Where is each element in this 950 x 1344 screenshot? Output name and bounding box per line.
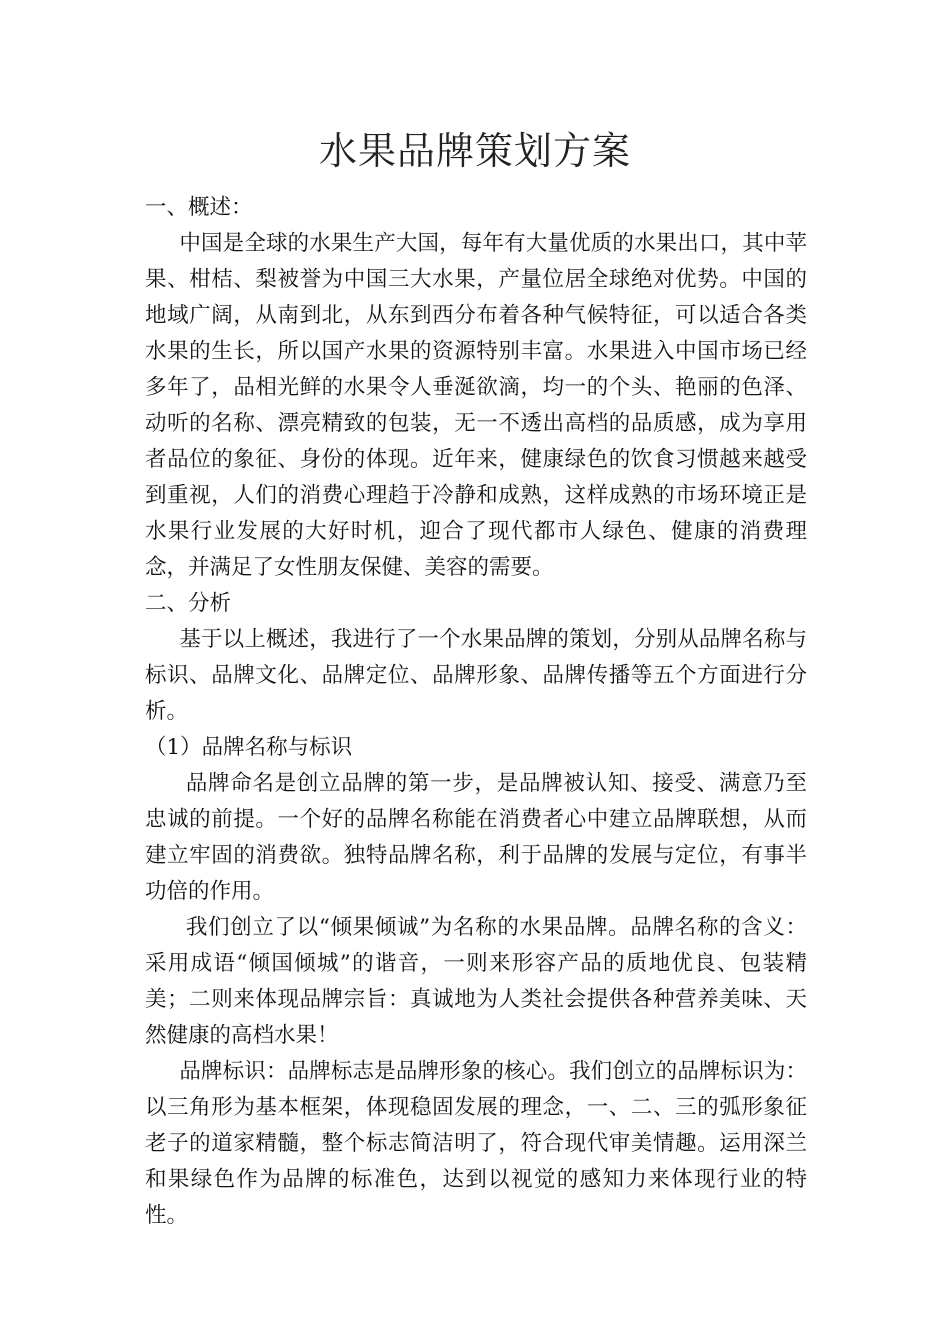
brand-name-paragraph-1: 品牌命名是创立品牌的第一步，是品牌被认知、接受、满意乃至忠诚的前提。一个好的品牌名称能在消费者心中建立品牌联想，从而建立牢固的消费欲。独特品牌名称，利于品牌的发展与定位，有事半功倍的作用。	[145, 771, 807, 904]
overview-paragraph: 中国是全球的水果生产大国，每年有大量优质的水果出口，其中苹果、柑桔、梨被誉为中国三大水果，产量位居全球绝对优势。中国的地域广阔，从南到北，从东到西分布着各种气候特征，可以适合各类水果的生长，所以国产水果的资源特别丰富。水果进入中国市场已经多年了，品相光鲜的水果令人垂涎欲滴，均一的个头、艳丽的色泽、动听的名称、漂亮精致的包装，无一不透出高档的品质感，成为享用者品位的象征、身份的体现。近年来，健康绿色的饮食习惯越来越受到重视，人们的消费心理趋于冷静和成熟，这样成熟的市场环境正是水果行业发展的大好时机，迎合了现代都市人绿色、健康的消费理念，并满足了女性朋友保健、美容的需要。	[145, 231, 807, 580]
analysis-paragraph: 基于以上概述，我进行了一个水果品牌的策划，分别从品牌名称与标识、品牌文化、品牌定位、品牌形象、品牌传播等五个方面进行分析。	[145, 627, 807, 724]
brand-logo-paragraph: 品牌标识：品牌标志是品牌形象的核心。我们创立的品牌标识为：以三角形为基本框架，体现稳固发展的理念，一、二、三的弧形象征老子的道家精髓，整个标志简洁明了，符合现代审美情趣。运用深兰和果绿色作为品牌的标准色，达到以视觉的感知力来体现行业的特性。	[145, 1059, 807, 1228]
brand-name-heading: （1）品牌名称与标识	[145, 735, 353, 760]
brand-name-paragraph-2: 我们创立了以“倾果倾诚”为名称的水果品牌。品牌名称的含义：采用成语“倾国倾城”的谐音，一则来形容产品的质地优良、包装精美；二则来体现品牌宗旨：真诚地为人类社会提供各种营养美味、天然健康的高档水果！	[145, 915, 807, 1048]
analysis-heading: 二、分析	[145, 591, 232, 616]
overview-heading: 一、概述：	[145, 195, 253, 220]
page-title: 水果品牌策划方案	[318, 129, 631, 173]
document-body	[145, 190, 807, 1234]
